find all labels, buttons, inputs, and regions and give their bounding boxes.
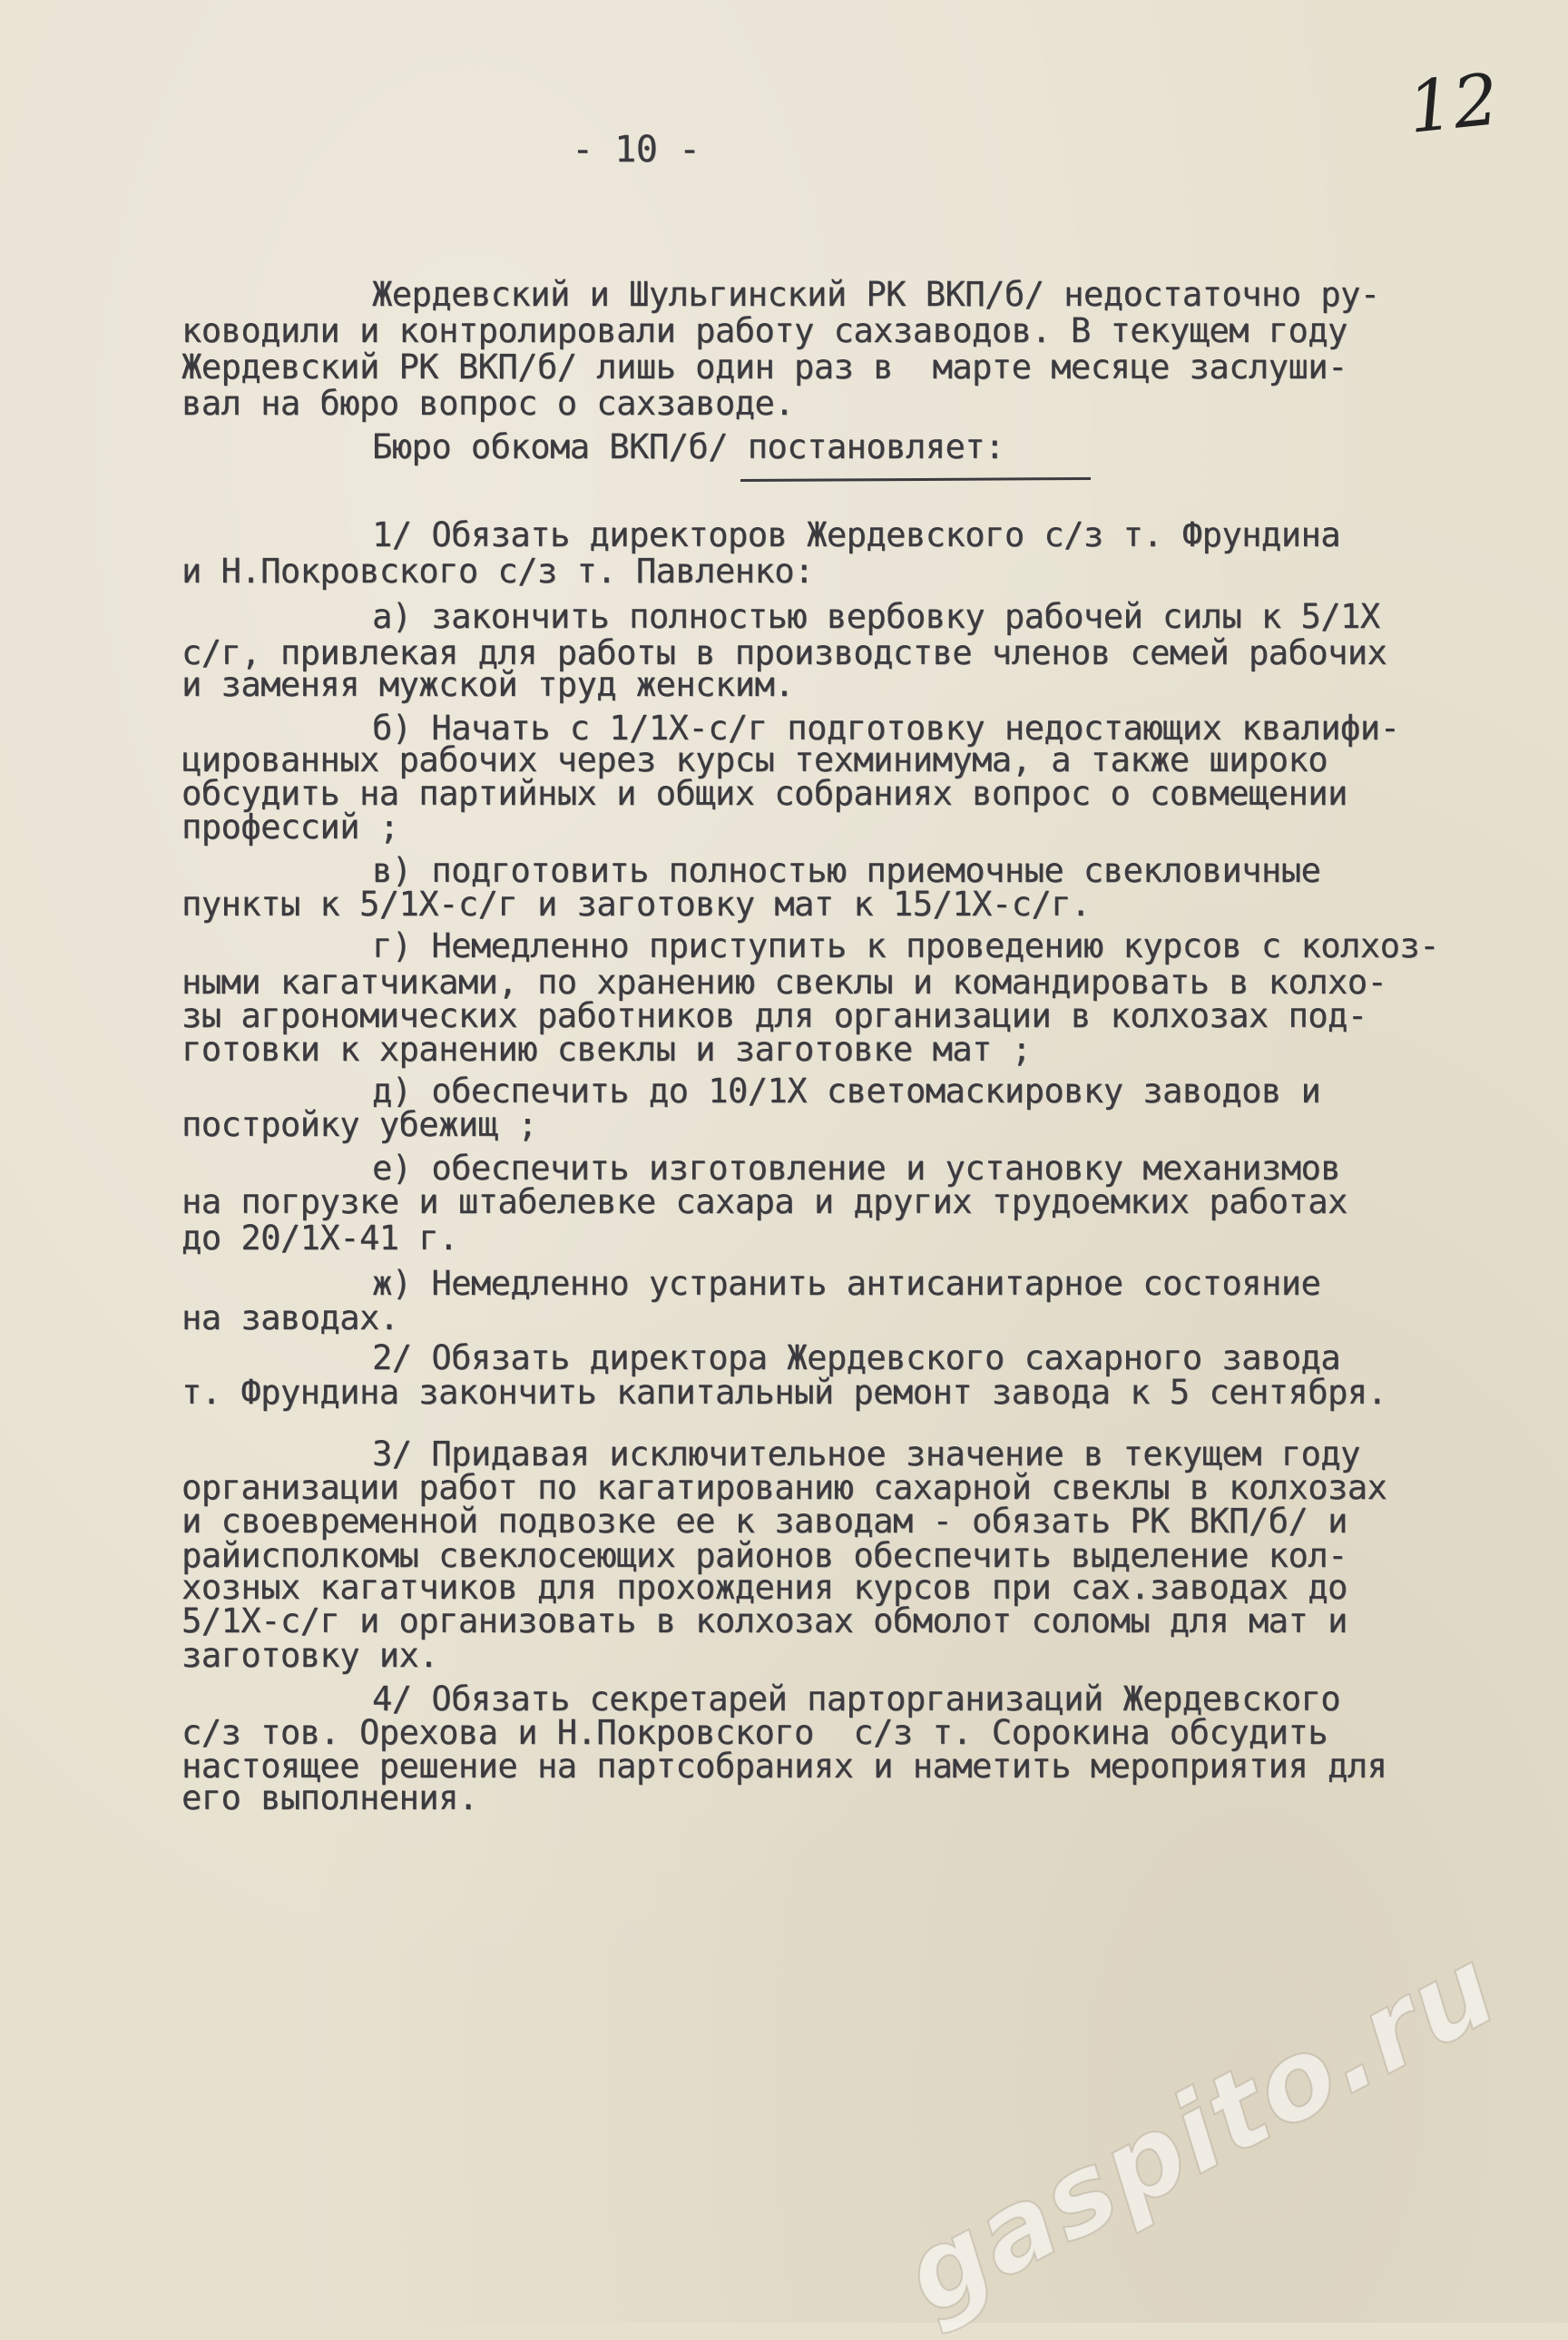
intro-line-2: ководили и контролировали работу сахзаводов. В текущем году: [181, 311, 1348, 350]
sub-b-line-4: профессий ;: [181, 808, 399, 847]
item4-line-3: настоящее решение на партсобраниях и наметить мероприятия для: [181, 1747, 1387, 1786]
page-number: - 10 -: [572, 129, 701, 171]
item3-line-6: 5/1Х-с/г и организовать в колхозах обмолот соломы для мат и: [181, 1601, 1348, 1640]
intro-line-4: вал на бюро вопрос о сахзаводе.: [181, 384, 795, 423]
sub-e-line-2: на погрузке и штабелевке сахара и других трудоемких работах: [181, 1182, 1348, 1221]
sub-zh-line-2: на заводах.: [181, 1298, 399, 1337]
sub-g-line-4: готовки к хранению свеклы и заготовке мат ;: [181, 1030, 1032, 1069]
intro-line-1: Жердевский и Шульгинский РК ВКП/б/ недостаточно ру-: [372, 275, 1380, 314]
sub-a-line-3: и заменяя мужской труд женским.: [181, 665, 795, 704]
sub-d-line-1: д) обеспечить до 10/1Х светомаскировку заводов и: [372, 1072, 1321, 1111]
sub-b-line-2: цированных рабочих через курсы техминимума, а также широко: [181, 740, 1328, 779]
item3-line-3: и своевременной подвозке ее к заводам - обязать РК ВКП/б/ и: [181, 1502, 1348, 1541]
item3-line-4: райисполкомы свеклосеющих районов обеспечить выделение кол-: [181, 1536, 1348, 1575]
sub-g-line-3: зы агрономических работников для организации в колхозах под-: [181, 996, 1367, 1035]
item2-line-1: 2/ Обязать директора Жердевского сахарного завода: [372, 1338, 1341, 1377]
item3-line-1: 3/ Придавая исключительное значение в текущем году: [372, 1434, 1360, 1474]
item4-line-1: 4/ Обязать секретарей парторганизаций Жердевского: [372, 1679, 1341, 1718]
sub-a-line-2: с/г, привлекая для работы в производстве членов семей рабочих: [181, 633, 1387, 672]
sub-e-line-1: е) обеспечить изготовление и установку механизмов: [372, 1149, 1341, 1188]
sub-d-line-2: постройку убежищ ;: [181, 1105, 537, 1144]
sub-v-line-1: в) подготовить полностью приемочные свекловичные: [372, 851, 1321, 890]
item4-line-2: с/з тов. Орехова и Н.Покровского с/з т. Сорокина обсудить: [181, 1713, 1328, 1752]
intro-line-3: Жердевский РК ВКП/б/ лишь один раз в марте месяце заслуши-: [181, 348, 1348, 387]
item4-line-4: его выполнения.: [181, 1778, 478, 1817]
watermark: gaspito.ru: [884, 1924, 1517, 2340]
sub-v-line-2: пункты к 5/1Х-с/г и заготовку мат к 15/1Х-с/г.: [181, 885, 1091, 924]
bureau-resolves: Бюро обкома ВКП/б/ постановляет:: [372, 427, 1004, 466]
item1-line-1: 1/ Обязать директоров Жердевского с/з т. Фрундина: [372, 515, 1341, 554]
sub-b-line-1: б) Начать с 1/1Х-с/г подготовку недостающих квалифи-: [372, 709, 1400, 748]
item2-line-2: т. Фрундина закончить капитальный ремонт завода к 5 сентября.: [181, 1373, 1387, 1412]
sub-g-line-1: г) Немедленно приступить к проведению курсов с колхоз-: [372, 926, 1439, 965]
sub-g-line-2: ными кагатчиками, по хранению свеклы и командировать в колхо-: [181, 963, 1387, 1002]
sub-a-line-1: а) закончить полностью вербовку рабочей силы к 5/1Х: [372, 597, 1380, 636]
sub-zh-line-1: ж) Немедленно устранить антисанитарное состояние: [372, 1264, 1321, 1303]
underline-rule: [740, 477, 1091, 482]
item3-line-7: заготовку их.: [181, 1636, 439, 1675]
item3-line-5: хозных кагатчиков для прохождения курсов при сах.заводах до: [181, 1568, 1348, 1607]
sub-e-line-3: до 20/1Х-41 г.: [181, 1219, 458, 1258]
sub-b-line-3: обсудить на партийных и общих собраниях вопрос о совмещении: [181, 774, 1348, 813]
item3-line-2: организации работ по кагатированию сахарной свеклы в колхозах: [181, 1468, 1387, 1507]
archive-page-number: 12: [1404, 59, 1503, 150]
item1-line-2: и Н.Покровского с/з т. Павленко:: [181, 552, 814, 591]
